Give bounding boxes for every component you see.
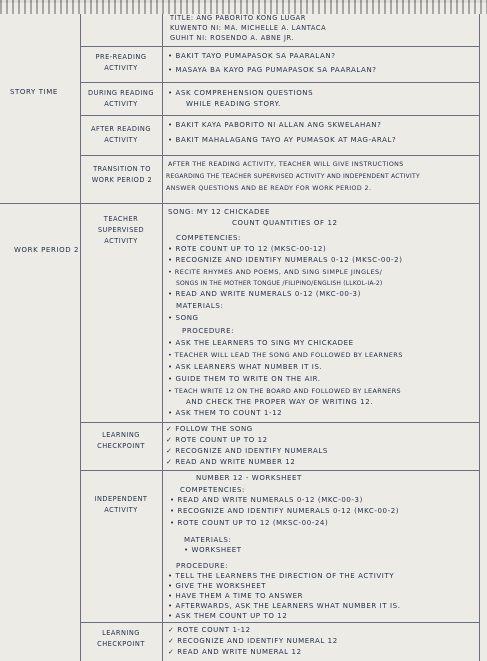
teacher-supervised-label: TEACHER SUPERVISED ACTIVITY xyxy=(97,215,145,245)
procedure-item: • GUIDE THEM TO WRITE ON THE AIR. xyxy=(168,375,321,383)
song-title: SONG: MY 12 CHICKADEE xyxy=(168,208,271,216)
song-subtitle: COUNT QUANTITIES OF 12 xyxy=(232,219,338,227)
procedure-item: AND CHECK THE PROPER WAY OF WRITING 12. xyxy=(186,398,374,406)
transition-line: ANSWER QUESTIONS AND BE READY FOR WORK PERIOD 2. xyxy=(166,185,372,192)
checkpoint1-label: LEARNING CHECKPOINT xyxy=(97,431,145,450)
grid-line xyxy=(80,470,480,471)
during-reading-item: • ASK COMPREHENSION QUESTIONS xyxy=(168,89,314,97)
checkpoint1-item: ✓ ROTE COUNT UP TO 12 xyxy=(166,436,268,444)
materials-label: MATERIALS: xyxy=(176,302,224,310)
checkpoint1-item: ✓ READ AND WRITE NUMBER 12 xyxy=(166,458,296,466)
procedure-item: • TEACH WRITE 12 ON THE BOARD AND FOLLOWED BY LEARNERS xyxy=(168,387,401,395)
competency-item: • ROTE COUNT UP TO 12 (MKSC-00-12) xyxy=(168,245,327,253)
story-author: KUWENTO NI: MA. MICHELLE A. LANTACA xyxy=(170,24,327,32)
pre-reading-label: PRE-READING ACTIVITY xyxy=(95,53,147,72)
independent-label: INDEPENDENT ACTIVITY xyxy=(94,495,148,514)
grid-line xyxy=(80,14,81,661)
competency-item: • RECOGNIZE AND IDENTIFY NUMERALS 0-12 (MKC-00-2) xyxy=(170,507,400,515)
section-label-story-time: STORY TIME xyxy=(10,88,58,96)
competency-item: • RECOGNIZE AND IDENTIFY NUMERALS 0-12 (MKSC-00-2) xyxy=(168,256,403,264)
grid-line xyxy=(0,203,480,204)
spiral-binding xyxy=(0,0,487,14)
during-reading-label: DURING READING ACTIVITY xyxy=(88,89,154,108)
checkpoint2-item: ✓ RECOGNIZE AND IDENTIFY NUMERAL 12 xyxy=(168,637,338,645)
competency-item: • RECITE RHYMES AND POEMS, AND SING SIMPLE JINGLES/ xyxy=(168,268,383,276)
transition-label: TRANSITION TO WORK PERIOD 2 xyxy=(91,165,153,184)
materials-label: MATERIALS: xyxy=(184,536,232,544)
competency-item: • READ AND WRITE NUMERALS 0-12 (MKC-00-3) xyxy=(168,290,361,298)
story-illustrator: GUHIT NI: ROSENDO A. ABNE JR. xyxy=(170,34,295,42)
grid-line xyxy=(162,14,163,661)
transition-line: AFTER THE READING ACTIVITY, TEACHER WILL GIVE INSTRUCTIONS xyxy=(168,161,404,168)
procedure-item: • ASK LEARNERS WHAT NUMBER IT IS. xyxy=(168,363,323,371)
checkpoint2-item: ✓ READ AND WRITE NUMERAL 12 xyxy=(168,648,302,656)
procedure-item: • ASK THE LEARNERS TO SING MY CHICKADEE xyxy=(168,339,354,347)
transition-line: REGARDING THE TEACHER SUPERVISED ACTIVITY AND INDEPENDENT ACTIVITY xyxy=(166,173,420,180)
worksheet-title: NUMBER 12 - WORKSHEET xyxy=(196,474,302,482)
materials-item: • WORKSHEET xyxy=(184,546,242,554)
procedure-label: PROCEDURE: xyxy=(182,327,235,335)
materials-item: • SONG xyxy=(168,314,199,322)
procedure-item: • TELL THE LEARNERS THE DIRECTION OF THE ACTIVITY xyxy=(168,572,395,580)
after-reading-item: • BAKIT KAYA PABORITO NI ALLAN ANG SKWELAHAN? xyxy=(168,121,382,129)
checkpoint2-label: LEARNING CHECKPOINT xyxy=(97,629,145,648)
procedure-item: • ASK THEM TO COUNT 1-12 xyxy=(168,409,283,417)
after-reading-item: • BAKIT MAHALAGANG TAYO AY PUMASOK AT MAG-ARAL? xyxy=(168,136,397,144)
pre-reading-item: • MASAYA BA KAYO PAG PUMAPASOK SA PAARALAN? xyxy=(168,66,377,74)
procedure-label: PROCEDURE: xyxy=(176,562,229,570)
procedure-item: • ASK THEM COUNT UP TO 12 xyxy=(168,612,288,620)
competency-item: • ROTE COUNT UP TO 12 (MKSC-00-24) xyxy=(170,519,329,527)
during-reading-item: WHILE READING STORY. xyxy=(186,100,281,108)
grid-line xyxy=(80,422,480,423)
pre-reading-item: • BAKIT TAYO PUMAPASOK SA PAARALAN? xyxy=(168,52,336,60)
procedure-item: • HAVE THEM A TIME TO ANSWER xyxy=(168,592,304,600)
section-label-work-period: WORK PERIOD 2 xyxy=(14,246,80,254)
checkpoint2-item: ✓ ROTE COUNT 1-12 xyxy=(168,626,251,634)
checkpoint1-item: ✓ RECOGNIZE AND IDENTIFY NUMERALS xyxy=(166,447,328,455)
grid-line xyxy=(80,622,480,623)
procedure-item: • GIVE THE WORKSHEET xyxy=(168,582,267,590)
procedure-item: • TEACHER WILL LEAD THE SONG AND FOLLOWED BY LEARNERS xyxy=(168,351,403,359)
competency-item: • READ AND WRITE NUMERALS 0-12 (MKC-00-3) xyxy=(170,496,363,504)
grid-line xyxy=(80,46,480,47)
checkpoint1-item: ✓ FOLLOW THE SONG xyxy=(166,425,253,433)
procedure-item: • AFTERWARDS, ASK THE LEARNERS WHAT NUMBER IT IS. xyxy=(168,602,401,610)
after-reading-label: AFTER READING ACTIVITY xyxy=(91,125,151,144)
competencies-label: COMPETENCIES: xyxy=(176,234,241,242)
competency-item: SONGS IN THE MOTHER TONGUE /FILIPINO/ENGLISH (LLKOL-IA-2) xyxy=(176,280,383,287)
grid-line xyxy=(80,155,480,156)
competencies-label: COMPETENCIES: xyxy=(180,486,245,494)
grid-line xyxy=(80,115,480,116)
grid-line xyxy=(479,14,480,661)
story-title: TITLE: ANG PABORITO KONG LUGAR xyxy=(170,14,306,22)
grid-line xyxy=(80,82,480,83)
